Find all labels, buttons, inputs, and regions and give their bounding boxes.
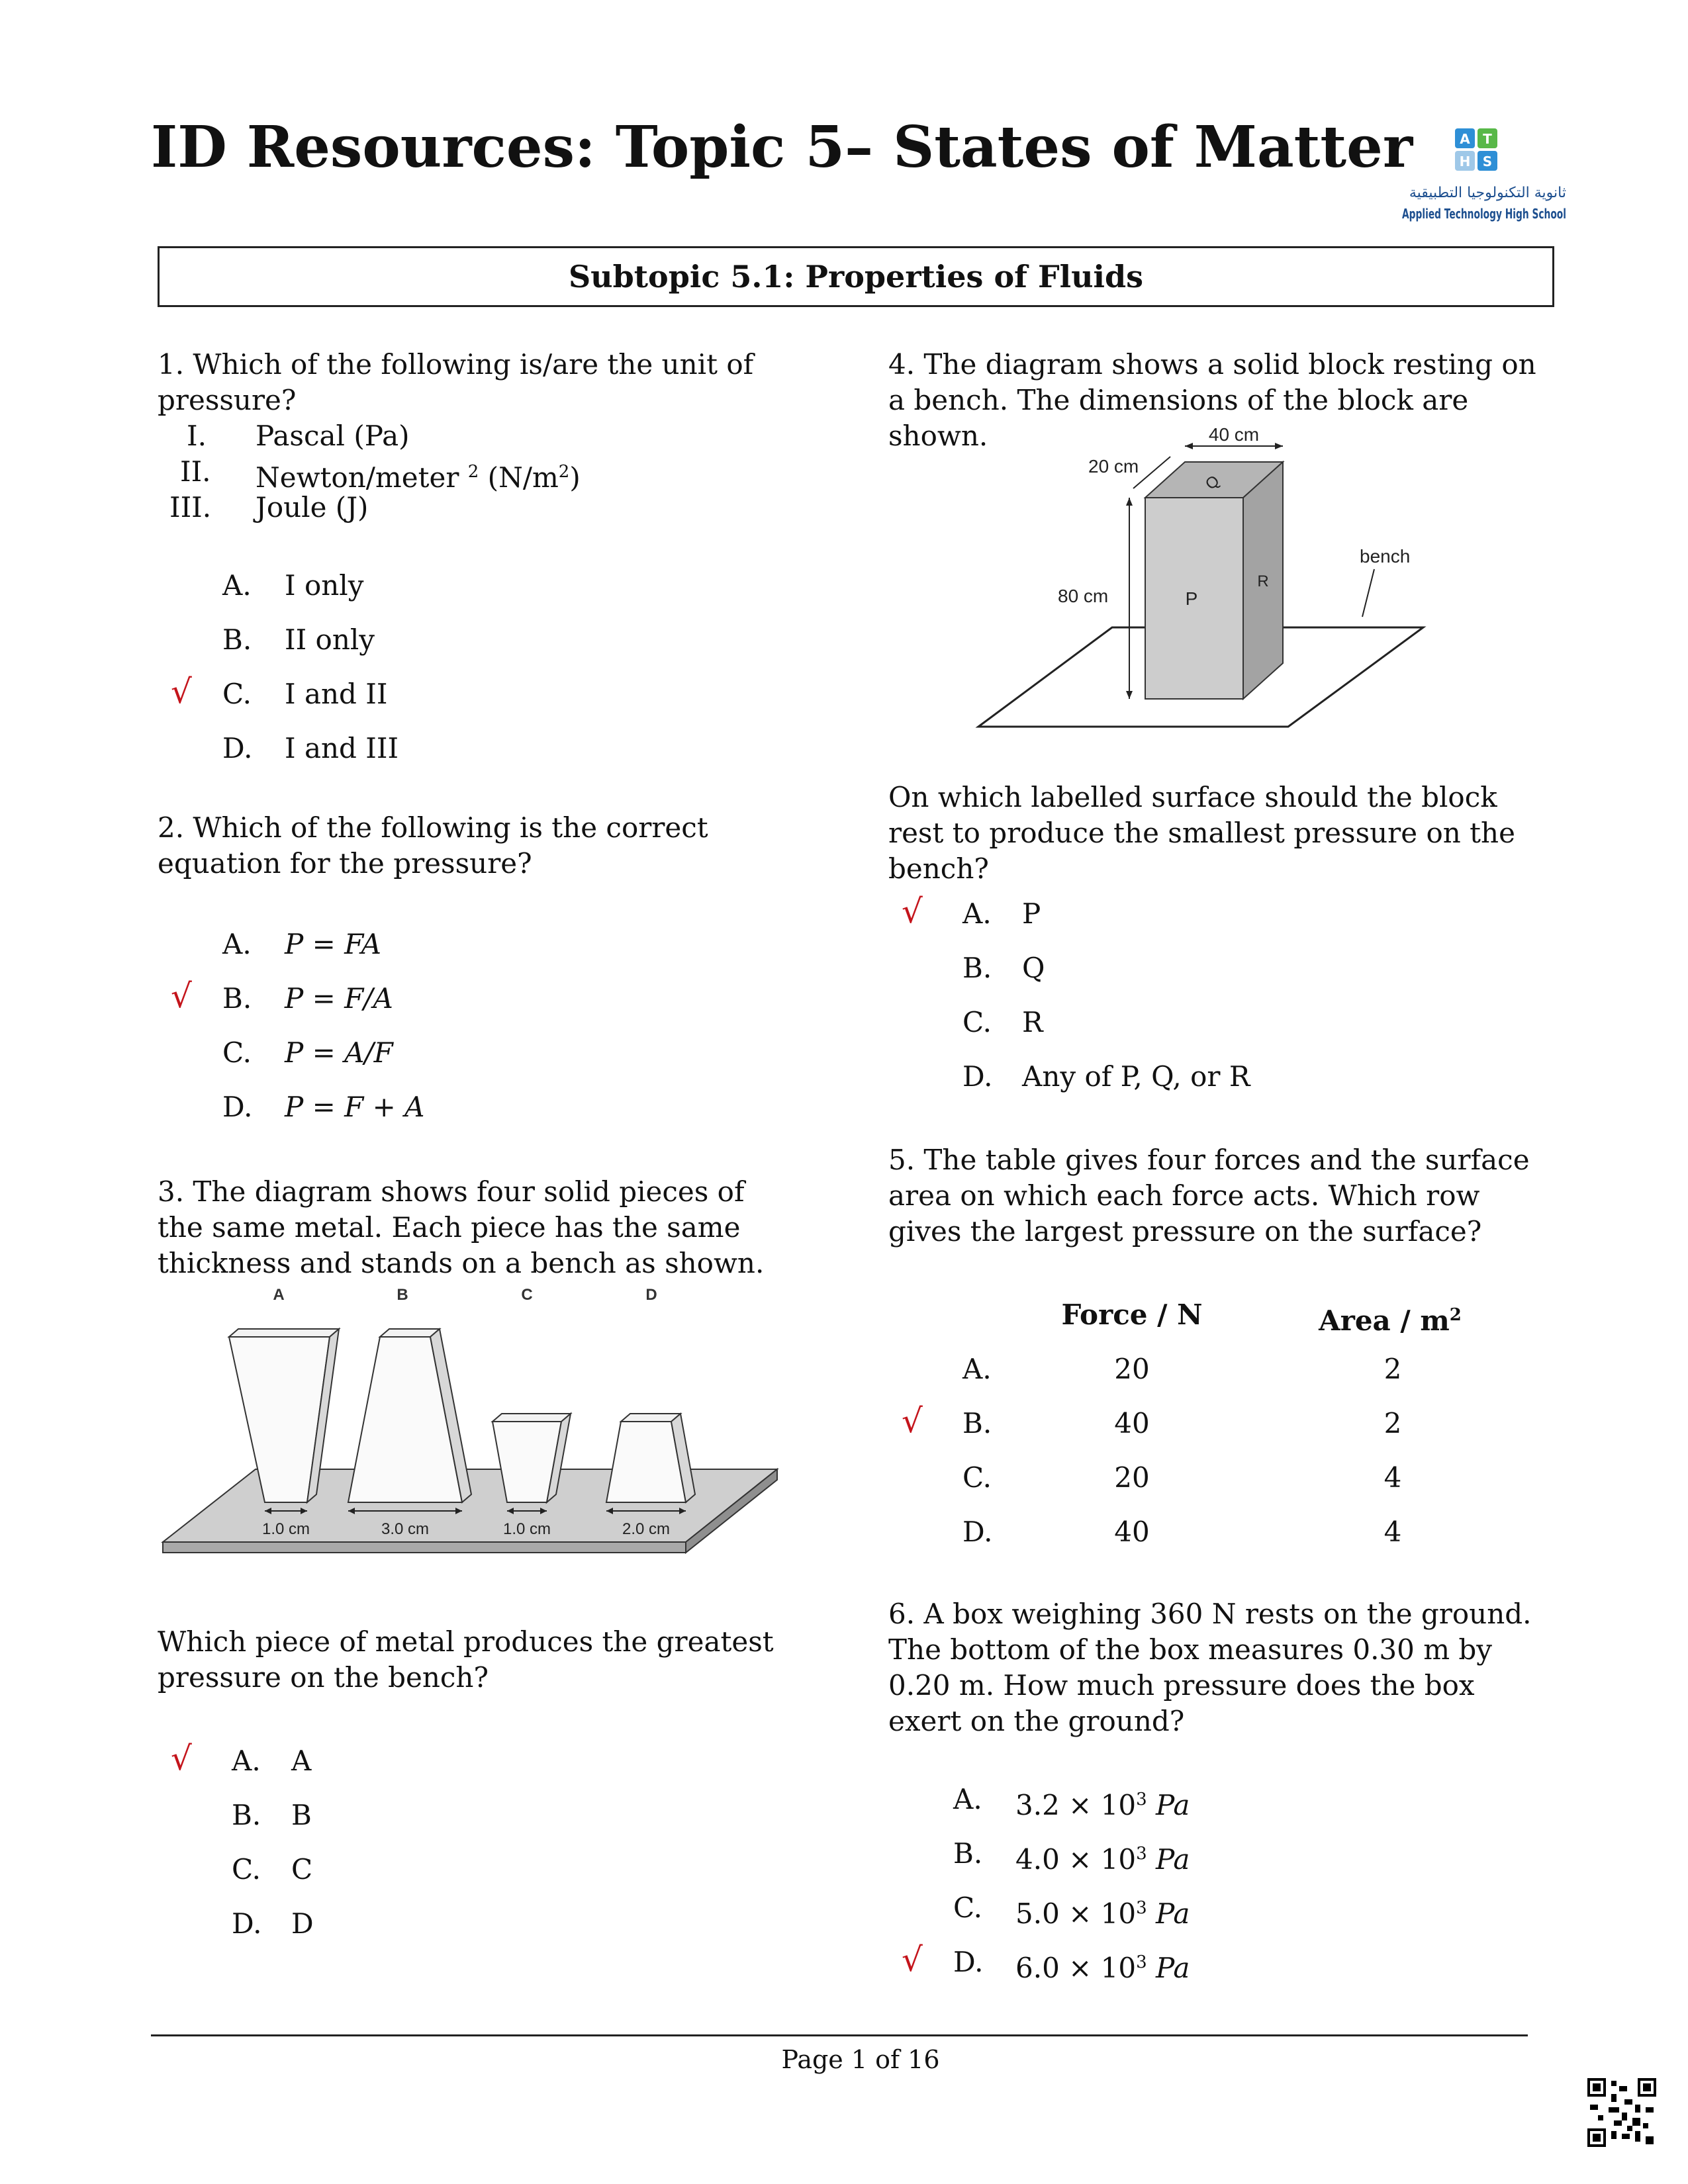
q2-option-letter: B. — [222, 982, 252, 1015]
q3-option-letter: C. — [232, 1853, 261, 1886]
correct-check-icon: √ — [902, 892, 923, 931]
face-label-r: R — [1257, 572, 1269, 590]
q1-option-text[interactable]: I only — [285, 569, 364, 602]
q2-option-text[interactable]: P = F + A — [285, 1091, 425, 1123]
q1-item-num: III. — [169, 491, 212, 523]
page-title: ID Resources: Topic 5– States of Matter — [151, 114, 1413, 181]
q3-option-text[interactable]: B — [291, 1799, 312, 1831]
q3-option-letter: D. — [232, 1907, 262, 1940]
dim-label-40cm: 40 cm — [1208, 424, 1260, 445]
bench-front — [163, 1542, 686, 1553]
q4-text: 4. The diagram shows a solid block resting on a bench. The dimensions of the block are shown. — [888, 348, 1536, 452]
q1-item-text: Pascal (Pa) — [256, 420, 410, 452]
logo-letter-s: S — [1482, 154, 1493, 169]
q5-row-force: 20 — [1114, 1353, 1150, 1385]
width-label-b: 3.0 cm — [381, 1520, 430, 1538]
logo-letter-t: T — [1483, 131, 1492, 147]
metal-pieces-diagram — [156, 1283, 785, 1587]
q4-option-text[interactable]: P — [1022, 897, 1041, 930]
page-number: Page 1 of 16 — [781, 2045, 940, 2074]
q5-row-force: 40 — [1114, 1516, 1150, 1548]
logo-school-name: Applied Technology High School — [1402, 206, 1566, 222]
footer-divider — [151, 2034, 1528, 2036]
q3-text: 3. The diagram shows four solid pieces of the same metal. Each piece has the same thickness and stands on a bench as shown. — [158, 1175, 765, 1279]
diagram-label-b: B — [397, 1286, 408, 1304]
q4-option-text[interactable]: Any of P, Q, or R — [1022, 1060, 1250, 1093]
correct-check-icon: √ — [902, 1940, 923, 1979]
q3-option-letter: B. — [232, 1799, 261, 1831]
q5-text: 5. The table gives four forces and the surface area on which each force acts. Which row gives the largest pressure on the surface? — [888, 1144, 1530, 1248]
school-logo — [1390, 127, 1589, 233]
q1-option-letter: C. — [222, 678, 252, 710]
logo-letter-h: H — [1459, 154, 1471, 169]
q5-row-letter: A. — [962, 1353, 992, 1385]
q2-option-text[interactable]: P = A/F — [285, 1036, 393, 1069]
q3-option-letter: A. — [232, 1745, 261, 1777]
q6-option-text[interactable]: $4.0 \times 10^3$ Pa — [1015, 1843, 1190, 1876]
diagram-label-d: D — [645, 1286, 657, 1304]
q6-option-text[interactable]: $5.0 \times 10^3$ Pa — [1015, 1897, 1190, 1930]
subtopic-title: Subtopic 5.1: Properties of Fluids — [568, 259, 1144, 295]
width-label-d: 2.0 cm — [622, 1520, 671, 1538]
q3-question: Which piece of metal produces the greatest pressure on the bench? — [158, 1625, 774, 1694]
q2-text: 2. Which of the following is the correct equation for the pressure? — [158, 811, 708, 880]
correct-check-icon: √ — [171, 977, 192, 1015]
width-label-c: 1.0 cm — [502, 1520, 551, 1538]
q6-option-letter: A. — [953, 1783, 982, 1815]
qr-code-icon — [1587, 2078, 1656, 2147]
q1-option-letter: D. — [222, 732, 253, 764]
q6-text: 6. A box weighing 360 N rests on the ground. The bottom of the box measures 0.30 m by 0.20 m. How much pressure does the box exert on the ground? — [888, 1598, 1532, 1737]
q5-row-force: 40 — [1114, 1407, 1150, 1439]
q1-item-text: Joule (J) — [256, 491, 369, 523]
face-label-p: P — [1185, 588, 1198, 609]
correct-check-icon: √ — [171, 672, 192, 711]
q5-row-area: 4 — [1383, 1516, 1402, 1548]
q3-option-text[interactable]: A — [291, 1745, 312, 1777]
q5-row-letter: D. — [962, 1516, 993, 1548]
correct-check-icon: √ — [171, 1739, 192, 1778]
q1-option-text[interactable]: I and II — [285, 678, 388, 710]
q2-option-letter: C. — [222, 1036, 252, 1069]
subtopic-heading — [158, 246, 1554, 307]
face-label-q: Q — [1201, 471, 1223, 494]
q4-option-letter: D. — [962, 1060, 993, 1093]
q6-option-letter: D. — [953, 1946, 984, 1978]
q1-option-text[interactable]: II only — [285, 623, 375, 656]
q5-row-force: 20 — [1114, 1461, 1150, 1494]
q3-option-text[interactable]: D — [291, 1907, 314, 1940]
q4-question: On which labelled surface should the block rest to produce the smallest pressure on the bench? — [888, 781, 1515, 885]
q4-option-letter: B. — [962, 952, 992, 984]
q2-option-letter: D. — [222, 1091, 253, 1123]
logo-letter-a: A — [1460, 131, 1470, 147]
q4-option-text[interactable]: R — [1022, 1006, 1043, 1038]
q4-option-letter: A. — [962, 897, 992, 930]
q2-option-letter: A. — [222, 928, 252, 960]
q5-column-area: Area / $m^2$ — [1319, 1304, 1462, 1337]
logo-arabic-name: ثانوية التكنولوجيا التطبيقية — [1409, 185, 1566, 201]
q3-option-text[interactable]: C — [291, 1853, 313, 1886]
diagram-label-a: A — [273, 1286, 285, 1304]
dim-label-80cm: 80 cm — [1058, 586, 1109, 606]
q2-option-text[interactable]: P = FA — [285, 928, 381, 960]
q6-option-letter: C. — [953, 1891, 982, 1924]
q1-item-num: II. — [180, 455, 211, 488]
q1-item-num: I. — [187, 420, 207, 452]
width-label-a: 1.0 cm — [261, 1520, 310, 1538]
q6-option-text[interactable]: $6.0 \times 10^3$ Pa — [1015, 1952, 1190, 1984]
q6-option-letter: B. — [953, 1837, 983, 1870]
q4-option-text[interactable]: Q — [1022, 952, 1045, 984]
q1-option-letter: B. — [222, 623, 252, 656]
diagram-label-c: C — [521, 1286, 533, 1304]
q1-item-text: Newton/meter $^2$ $(N/m^2)$ — [256, 461, 581, 494]
q1-option-text[interactable]: I and III — [285, 732, 399, 764]
q5-row-letter: C. — [962, 1461, 992, 1494]
q6-option-text[interactable]: $3.2 \times 10^3$ Pa — [1015, 1789, 1190, 1821]
q5-row-area: 4 — [1383, 1461, 1402, 1494]
q5-row-area: 2 — [1383, 1407, 1402, 1439]
bench-label: bench — [1360, 546, 1411, 567]
block-on-bench-diagram — [966, 421, 1443, 732]
q5-column-force: Force / N — [1061, 1298, 1203, 1331]
q2-option-text[interactable]: P = F/A — [285, 982, 393, 1015]
q5-row-letter: B. — [962, 1407, 992, 1439]
q4-option-letter: C. — [962, 1006, 992, 1038]
q1-option-letter: A. — [222, 569, 252, 602]
q1-text: 1. Which of the following is/are the unit of pressure? — [158, 348, 754, 416]
dim-label-20cm: 20 cm — [1088, 456, 1139, 477]
correct-check-icon: √ — [902, 1402, 923, 1440]
q5-row-area: 2 — [1383, 1353, 1402, 1385]
